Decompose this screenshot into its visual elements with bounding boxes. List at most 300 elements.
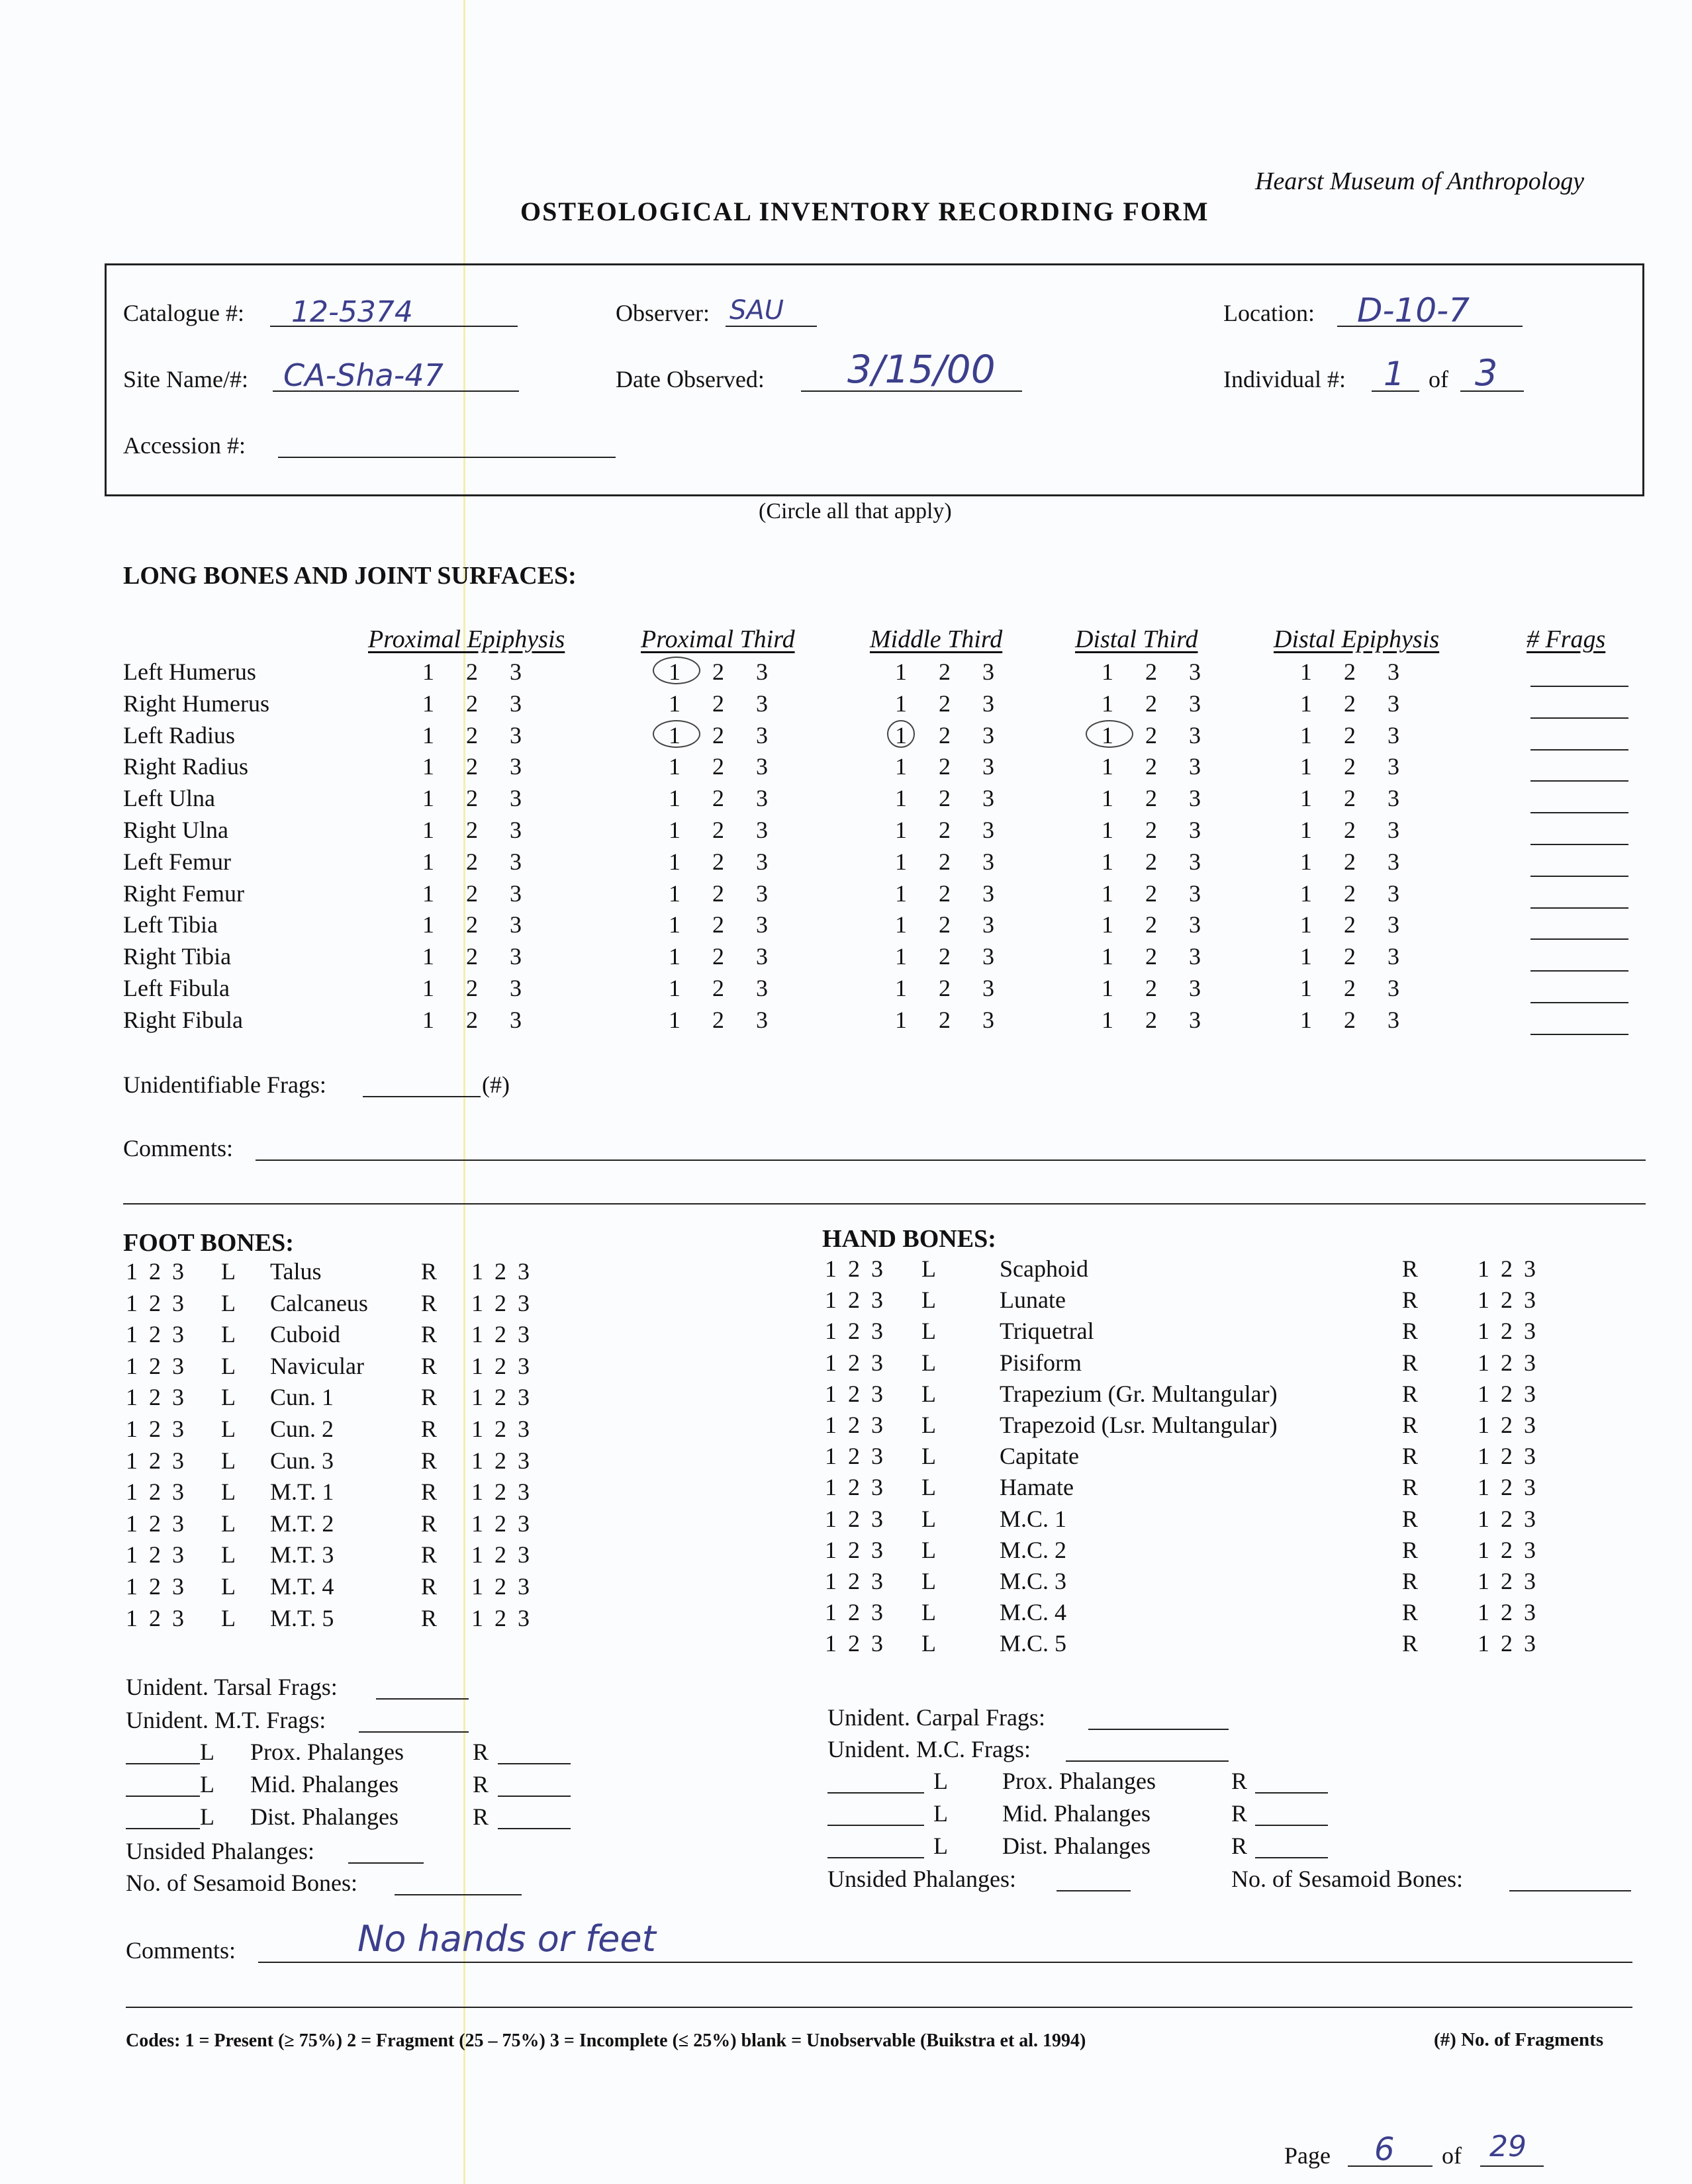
code-option[interactable]: 3 <box>510 880 522 907</box>
frags-field[interactable] <box>1530 717 1628 719</box>
code-option[interactable]: 2 <box>1344 753 1356 780</box>
foot-right-codes[interactable]: 1 2 3 <box>471 1384 530 1411</box>
code-option[interactable]: 2 <box>1145 911 1157 938</box>
code-option[interactable]: 2 <box>712 753 724 780</box>
code-option[interactable]: 1 <box>1300 690 1312 717</box>
code-option[interactable]: 2 <box>1145 753 1157 780</box>
code-option[interactable]: 1 <box>895 690 907 717</box>
code-option[interactable]: 2 <box>1145 817 1157 843</box>
code-option[interactable]: 2 <box>1344 690 1356 717</box>
code-option[interactable]: 3 <box>982 911 994 938</box>
code-option[interactable]: 2 <box>939 848 951 875</box>
hand-left-codes[interactable]: 1 2 3 <box>825 1255 883 1282</box>
foot-phalanges-right-field[interactable] <box>498 1828 571 1829</box>
code-option[interactable]: 2 <box>712 659 724 685</box>
code-option[interactable]: 1 <box>1102 1006 1113 1033</box>
code-option[interactable]: 3 <box>1387 785 1399 812</box>
foot-phalanges-right-field[interactable] <box>498 1796 571 1797</box>
foot-left-codes[interactable]: 1 2 3 <box>126 1384 184 1411</box>
code-option[interactable]: 1 <box>1300 848 1312 875</box>
code-option[interactable]: 3 <box>756 1006 768 1033</box>
foot-right-codes[interactable]: 1 2 3 <box>471 1479 530 1506</box>
code-option[interactable]: 1 <box>1300 911 1312 938</box>
code-option[interactable]: 1 <box>669 753 681 780</box>
code-option[interactable]: 1 <box>895 785 907 812</box>
unident-mt-field[interactable] <box>359 1731 469 1733</box>
foot-right-codes[interactable]: 1 2 3 <box>471 1416 530 1442</box>
foot-right-codes[interactable]: 1 2 3 <box>471 1604 530 1631</box>
code-option[interactable]: 1 <box>669 785 681 812</box>
code-option[interactable]: 1 <box>422 880 434 907</box>
hand-left-codes[interactable]: 1 2 3 <box>825 1380 883 1407</box>
code-option[interactable]: 3 <box>510 975 522 1001</box>
code-option[interactable]: 1 <box>422 911 434 938</box>
code-option[interactable]: 2 <box>1145 785 1157 812</box>
code-option[interactable]: 2 <box>466 721 478 749</box>
code-option[interactable]: 2 <box>1344 659 1356 685</box>
code-option[interactable]: 1 <box>1102 659 1113 685</box>
code-option[interactable]: 2 <box>939 911 951 938</box>
hand-right-codes[interactable]: 1 2 3 <box>1478 1380 1536 1407</box>
comments-value: No hands or feet <box>357 1918 656 1960</box>
code-option[interactable]: 3 <box>756 690 768 717</box>
code-option[interactable]: 1 <box>1300 817 1312 843</box>
code-option[interactable]: 3 <box>756 943 768 970</box>
frags-field[interactable] <box>1530 686 1628 687</box>
code-option[interactable]: 1 <box>669 1006 681 1033</box>
code-option[interactable]: 2 <box>1344 943 1356 970</box>
foot-right-codes[interactable]: 1 2 3 <box>471 1352 530 1379</box>
code-option[interactable]: 1 <box>422 690 434 717</box>
code-option[interactable]: 2 <box>939 785 951 812</box>
code-option[interactable]: 2 <box>939 975 951 1001</box>
code-option[interactable]: 1 <box>1300 721 1312 749</box>
hand-left-codes[interactable]: 1 2 3 <box>825 1599 883 1626</box>
date-label: Date Observed: <box>616 366 765 392</box>
foot-left-codes[interactable]: 1 2 3 <box>126 1573 184 1600</box>
code-option[interactable]: 1 <box>422 1006 434 1033</box>
foot-left-codes[interactable]: 1 2 3 <box>126 1258 184 1285</box>
code-option[interactable]: 3 <box>1387 659 1399 685</box>
code-option[interactable]: 1 <box>895 753 907 780</box>
unident-tarsal-label: Unident. Tarsal Frags: <box>126 1674 338 1700</box>
code-option[interactable]: 1 <box>1102 785 1113 812</box>
code-option[interactable]: 1 <box>1102 975 1113 1001</box>
frags-field[interactable] <box>1530 749 1628 751</box>
code-option[interactable]: 1 <box>669 721 681 749</box>
code-option[interactable]: 2 <box>712 911 724 938</box>
code-option[interactable]: 2 <box>1145 659 1157 685</box>
code-option[interactable]: 2 <box>1145 848 1157 875</box>
hand-bone-name: M.C. 3 <box>1000 1568 1067 1594</box>
code-option[interactable]: 2 <box>1344 1006 1356 1033</box>
code-option[interactable]: 1 <box>1102 817 1113 843</box>
code-option[interactable]: 3 <box>756 880 768 907</box>
code-option[interactable]: 3 <box>510 753 522 780</box>
code-option[interactable]: 3 <box>1387 753 1399 780</box>
code-option[interactable]: 1 <box>669 690 681 717</box>
code-option[interactable]: 1 <box>1102 943 1113 970</box>
hand-left-codes[interactable]: 1 2 3 <box>825 1474 883 1501</box>
comments-field[interactable] <box>258 1962 1632 1963</box>
code-option[interactable]: 1 <box>422 943 434 970</box>
foot-right-side: R <box>421 1321 438 1348</box>
code-option[interactable]: 3 <box>1189 753 1201 780</box>
code-option[interactable]: 3 <box>1189 721 1201 749</box>
foot-right-side: R <box>421 1384 438 1411</box>
code-option[interactable]: 3 <box>510 848 522 875</box>
hand-right-codes[interactable]: 1 2 3 <box>1478 1255 1536 1282</box>
hand-right-side: R <box>1402 1318 1419 1345</box>
code-option[interactable]: 2 <box>466 659 478 685</box>
foot-right-codes[interactable]: 1 2 3 <box>471 1510 530 1537</box>
code-option[interactable]: 2 <box>1344 975 1356 1001</box>
code-option[interactable]: 2 <box>1344 880 1356 907</box>
code-option[interactable]: 1 <box>669 817 681 843</box>
code-option[interactable]: 1 <box>1300 975 1312 1001</box>
code-option[interactable]: 1 <box>1102 753 1113 780</box>
code-option[interactable]: 2 <box>939 690 951 717</box>
hand-right-codes[interactable]: 1 2 3 <box>1478 1630 1536 1657</box>
code-option[interactable]: 2 <box>712 690 724 717</box>
hand-phalanges-name: Dist. Phalanges <box>1002 1833 1151 1859</box>
foot-left-side: L <box>221 1416 236 1442</box>
foot-left-codes[interactable]: 1 2 3 <box>126 1604 184 1631</box>
foot-phalanges-left-field[interactable] <box>126 1796 200 1797</box>
hand-phalanges-left-field[interactable] <box>827 1857 924 1858</box>
code-option[interactable]: 1 <box>1300 880 1312 907</box>
code-option[interactable]: 3 <box>510 1006 522 1033</box>
hand-right-codes[interactable]: 1 2 3 <box>1478 1443 1536 1470</box>
foot-left-codes[interactable]: 1 2 3 <box>126 1510 184 1537</box>
accession-field[interactable] <box>278 457 616 458</box>
unident-mc-label: Unident. M.C. Frags: <box>827 1736 1031 1762</box>
code-option[interactable]: 2 <box>1344 721 1356 749</box>
code-option[interactable]: 2 <box>1145 721 1157 749</box>
code-option[interactable]: 3 <box>1189 975 1201 1001</box>
hand-phalanges-right-field[interactable] <box>1255 1792 1328 1794</box>
code-option[interactable]: 3 <box>510 943 522 970</box>
code-option[interactable]: 2 <box>1344 817 1356 843</box>
hand-phalanges-name: Mid. Phalanges <box>1002 1800 1151 1827</box>
foot-phalanges-name: Mid. Phalanges <box>250 1771 399 1797</box>
code-option[interactable]: 2 <box>466 785 478 812</box>
code-option[interactable]: 1 <box>895 1006 907 1033</box>
hand-left-codes[interactable]: 1 2 3 <box>825 1443 883 1470</box>
code-option[interactable]: 2 <box>466 817 478 843</box>
hand-phalanges-right-field[interactable] <box>1255 1857 1328 1858</box>
code-option[interactable]: 1 <box>1102 848 1113 875</box>
unidentifiable-frags-suffix: (#) <box>482 1071 510 1098</box>
code-option[interactable]: 1 <box>422 975 434 1001</box>
code-option[interactable]: 2 <box>939 721 951 749</box>
frags-field[interactable] <box>1530 876 1628 877</box>
code-option[interactable]: 3 <box>756 753 768 780</box>
code-option[interactable]: 1 <box>1102 721 1113 749</box>
code-option[interactable]: 2 <box>466 690 478 717</box>
code-option[interactable]: 2 <box>1145 975 1157 1001</box>
code-option[interactable]: 1 <box>895 943 907 970</box>
comments-field-2[interactable] <box>126 2007 1632 2008</box>
code-option[interactable]: 1 <box>669 911 681 938</box>
code-option[interactable]: 2 <box>712 880 724 907</box>
foot-bone-name: Calcaneus <box>270 1289 368 1316</box>
hand-unsided-phalanges-field[interactable] <box>1057 1890 1131 1891</box>
hand-right-side: R <box>1402 1630 1419 1657</box>
foot-sesamoid-field[interactable] <box>395 1894 522 1895</box>
code-option[interactable]: 1 <box>1300 753 1312 780</box>
code-option[interactable]: 1 <box>1102 690 1113 717</box>
frags-field[interactable] <box>1530 970 1628 972</box>
page-label: Page <box>1284 2142 1331 2169</box>
hand-bone-name: Triquetral <box>1000 1318 1094 1345</box>
code-option[interactable]: 1 <box>895 848 907 875</box>
code-option[interactable]: 1 <box>669 975 681 1001</box>
code-option[interactable]: 2 <box>939 753 951 780</box>
hand-right-codes[interactable]: 1 2 3 <box>1478 1349 1536 1376</box>
code-option[interactable]: 2 <box>466 848 478 875</box>
code-option[interactable]: 3 <box>982 785 994 812</box>
hand-bone-name: Capitate <box>1000 1443 1079 1470</box>
code-option[interactable]: 2 <box>466 911 478 938</box>
frags-field[interactable] <box>1530 907 1628 909</box>
hand-right-codes[interactable]: 1 2 3 <box>1478 1287 1536 1314</box>
code-option[interactable]: 1 <box>895 880 907 907</box>
foot-phalanges-left-side: L <box>200 1739 214 1765</box>
long-bones-comments-field-2[interactable] <box>123 1203 1646 1205</box>
hand-left-codes[interactable]: 1 2 3 <box>825 1318 883 1345</box>
code-option[interactable]: 2 <box>1145 690 1157 717</box>
bone-row-label: Left Radius <box>123 721 235 749</box>
foot-right-codes[interactable]: 1 2 3 <box>471 1447 530 1474</box>
code-option[interactable]: 3 <box>1387 721 1399 749</box>
code-option[interactable]: 3 <box>982 943 994 970</box>
foot-sesamoid-label: No. of Sesamoid Bones: <box>126 1870 357 1896</box>
code-option[interactable]: 2 <box>466 880 478 907</box>
page-total-field[interactable] <box>1480 2165 1544 2167</box>
code-option[interactable]: 3 <box>982 1006 994 1033</box>
foot-left-codes[interactable]: 1 2 3 <box>126 1289 184 1316</box>
code-option[interactable]: 2 <box>1344 848 1356 875</box>
code-option[interactable]: 3 <box>1189 785 1201 812</box>
code-option[interactable]: 2 <box>939 659 951 685</box>
long-bones-comments-field[interactable] <box>256 1160 1646 1161</box>
code-option[interactable]: 3 <box>982 975 994 1001</box>
foot-left-codes[interactable]: 1 2 3 <box>126 1447 184 1474</box>
foot-left-codes[interactable]: 1 2 3 <box>126 1416 184 1442</box>
hand-right-codes[interactable]: 1 2 3 <box>1478 1536 1536 1563</box>
hand-left-codes[interactable]: 1 2 3 <box>825 1412 883 1438</box>
foot-right-codes[interactable]: 1 2 3 <box>471 1258 530 1285</box>
hand-right-codes[interactable]: 1 2 3 <box>1478 1318 1536 1345</box>
bone-row-label: Right Radius <box>123 753 249 780</box>
code-option[interactable]: 2 <box>939 817 951 843</box>
code-option[interactable]: 3 <box>982 690 994 717</box>
code-option[interactable]: 2 <box>466 943 478 970</box>
code-option[interactable]: 3 <box>756 721 768 749</box>
hand-right-codes[interactable]: 1 2 3 <box>1478 1474 1536 1501</box>
hand-right-side: R <box>1402 1380 1419 1407</box>
code-option[interactable]: 2 <box>712 721 724 749</box>
code-option[interactable]: 3 <box>1387 817 1399 843</box>
hand-left-codes[interactable]: 1 2 3 <box>825 1505 883 1532</box>
unidentifiable-frags-field[interactable] <box>363 1096 481 1097</box>
hand-left-codes[interactable]: 1 2 3 <box>825 1287 883 1314</box>
code-option[interactable]: 1 <box>1102 880 1113 907</box>
foot-right-codes[interactable]: 1 2 3 <box>471 1573 530 1600</box>
code-option[interactable]: 1 <box>895 817 907 843</box>
code-option[interactable]: 3 <box>982 753 994 780</box>
code-option[interactable]: 3 <box>982 659 994 685</box>
foot-left-codes[interactable]: 1 2 3 <box>126 1479 184 1506</box>
code-option[interactable]: 2 <box>1344 785 1356 812</box>
foot-left-codes[interactable]: 1 2 3 <box>126 1541 184 1569</box>
code-option[interactable]: 3 <box>756 911 768 938</box>
code-option[interactable]: 3 <box>756 659 768 685</box>
code-option[interactable]: 1 <box>422 721 434 749</box>
hand-left-codes[interactable]: 1 2 3 <box>825 1349 883 1376</box>
code-option[interactable]: 1 <box>895 911 907 938</box>
code-option[interactable]: 3 <box>1189 880 1201 907</box>
code-option[interactable]: 3 <box>756 785 768 812</box>
code-option[interactable]: 3 <box>510 721 522 749</box>
code-option[interactable]: 1 <box>422 785 434 812</box>
code-option[interactable]: 2 <box>1145 880 1157 907</box>
code-option[interactable]: 3 <box>1189 943 1201 970</box>
catalogue-label: Catalogue #: <box>123 300 244 326</box>
code-option[interactable]: 1 <box>895 659 907 685</box>
code-option[interactable]: 3 <box>1189 911 1201 938</box>
code-option[interactable]: 3 <box>982 817 994 843</box>
bone-row-label: Left Tibia <box>123 911 218 938</box>
code-option[interactable]: 1 <box>1300 943 1312 970</box>
code-option[interactable]: 3 <box>1387 690 1399 717</box>
code-option[interactable]: 1 <box>422 753 434 780</box>
frags-field[interactable] <box>1530 844 1628 845</box>
foot-left-codes[interactable]: 1 2 3 <box>126 1321 184 1348</box>
hand-phalanges-left-field[interactable] <box>827 1825 924 1826</box>
code-option[interactable]: 3 <box>1387 943 1399 970</box>
foot-phalanges-left-field[interactable] <box>126 1763 200 1764</box>
code-option[interactable]: 2 <box>939 1006 951 1033</box>
code-option[interactable]: 3 <box>982 721 994 749</box>
hand-right-codes[interactable]: 1 2 3 <box>1478 1599 1536 1626</box>
code-option[interactable]: 3 <box>1387 880 1399 907</box>
code-option[interactable]: 2 <box>1344 911 1356 938</box>
code-option[interactable]: 3 <box>1189 659 1201 685</box>
hand-left-side: L <box>921 1349 936 1376</box>
code-option[interactable]: 3 <box>1387 911 1399 938</box>
code-option[interactable]: 3 <box>1387 1006 1399 1033</box>
code-option[interactable]: 1 <box>422 817 434 843</box>
code-option[interactable]: 3 <box>756 817 768 843</box>
code-option[interactable]: 1 <box>1102 911 1113 938</box>
site-value: CA-Sha-47 <box>283 357 444 393</box>
code-option[interactable]: 3 <box>1189 848 1201 875</box>
frags-field[interactable] <box>1530 938 1628 940</box>
hand-left-codes[interactable]: 1 2 3 <box>825 1630 883 1657</box>
code-option[interactable]: 2 <box>939 943 951 970</box>
code-option[interactable]: 1 <box>1300 785 1312 812</box>
code-option[interactable]: 1 <box>895 975 907 1001</box>
frags-field[interactable] <box>1530 1002 1628 1003</box>
code-option[interactable]: 1 <box>1300 1006 1312 1033</box>
frags-field[interactable] <box>1530 1034 1628 1035</box>
code-option[interactable]: 1 <box>669 943 681 970</box>
code-option[interactable]: 2 <box>712 943 724 970</box>
unident-mc-field[interactable] <box>1066 1760 1229 1762</box>
code-option[interactable]: 1 <box>422 848 434 875</box>
code-option[interactable]: 3 <box>982 880 994 907</box>
foot-bones-heading: FOOT BONES: <box>123 1229 294 1257</box>
code-option[interactable]: 2 <box>466 753 478 780</box>
foot-right-codes[interactable]: 1 2 3 <box>471 1541 530 1569</box>
code-option[interactable]: 2 <box>712 848 724 875</box>
foot-phalanges-right-field[interactable] <box>498 1763 571 1764</box>
code-option[interactable]: 2 <box>712 785 724 812</box>
code-option[interactable]: 3 <box>1387 848 1399 875</box>
frags-field[interactable] <box>1530 780 1628 782</box>
foot-phalanges-left-field[interactable] <box>126 1828 200 1829</box>
code-option[interactable]: 1 <box>669 880 681 907</box>
code-option[interactable]: 2 <box>712 975 724 1001</box>
foot-right-codes[interactable]: 1 2 3 <box>471 1289 530 1316</box>
code-option[interactable]: 3 <box>510 659 522 685</box>
foot-right-codes[interactable]: 1 2 3 <box>471 1321 530 1348</box>
hand-phalanges-left-field[interactable] <box>827 1792 924 1794</box>
hand-left-codes[interactable]: 1 2 3 <box>825 1536 883 1563</box>
code-option[interactable]: 1 <box>1300 659 1312 685</box>
hand-left-side: L <box>921 1380 936 1407</box>
hand-sesamoid-field[interactable] <box>1509 1890 1631 1891</box>
code-option[interactable]: 3 <box>1189 1006 1201 1033</box>
code-option[interactable]: 2 <box>466 975 478 1001</box>
hand-phalanges-right-field[interactable] <box>1255 1825 1328 1826</box>
code-option[interactable]: 3 <box>756 975 768 1001</box>
unident-carpal-field[interactable] <box>1088 1729 1229 1730</box>
code-option[interactable]: 2 <box>712 817 724 843</box>
code-option[interactable]: 1 <box>422 659 434 685</box>
hand-left-codes[interactable]: 1 2 3 <box>825 1568 883 1594</box>
code-option[interactable]: 1 <box>669 848 681 875</box>
unident-tarsal-field[interactable] <box>376 1698 469 1700</box>
code-option[interactable]: 3 <box>1189 817 1201 843</box>
code-option[interactable]: 2 <box>466 1006 478 1033</box>
foot-unsided-phalanges-field[interactable] <box>348 1862 424 1864</box>
frags-field[interactable] <box>1530 812 1628 813</box>
code-option[interactable]: 2 <box>939 880 951 907</box>
hand-right-codes[interactable]: 1 2 3 <box>1478 1505 1536 1532</box>
code-option[interactable]: 3 <box>756 848 768 875</box>
code-option[interactable]: 3 <box>510 690 522 717</box>
code-option[interactable]: 2 <box>1145 943 1157 970</box>
code-option[interactable]: 1 <box>669 659 681 685</box>
code-option[interactable]: 3 <box>510 785 522 812</box>
code-option[interactable]: 1 <box>895 721 907 749</box>
hand-right-codes[interactable]: 1 2 3 <box>1478 1568 1536 1594</box>
code-option[interactable]: 2 <box>712 1006 724 1033</box>
observer-field[interactable] <box>726 326 817 327</box>
code-option[interactable]: 3 <box>982 848 994 875</box>
code-option[interactable]: 2 <box>1145 1006 1157 1033</box>
foot-bone-name: Navicular <box>270 1352 364 1379</box>
code-option[interactable]: 3 <box>1189 690 1201 717</box>
code-option[interactable]: 3 <box>510 817 522 843</box>
code-option[interactable]: 3 <box>1387 975 1399 1001</box>
hand-right-codes[interactable]: 1 2 3 <box>1478 1412 1536 1438</box>
foot-left-codes[interactable]: 1 2 3 <box>126 1352 184 1379</box>
code-option[interactable]: 3 <box>510 911 522 938</box>
